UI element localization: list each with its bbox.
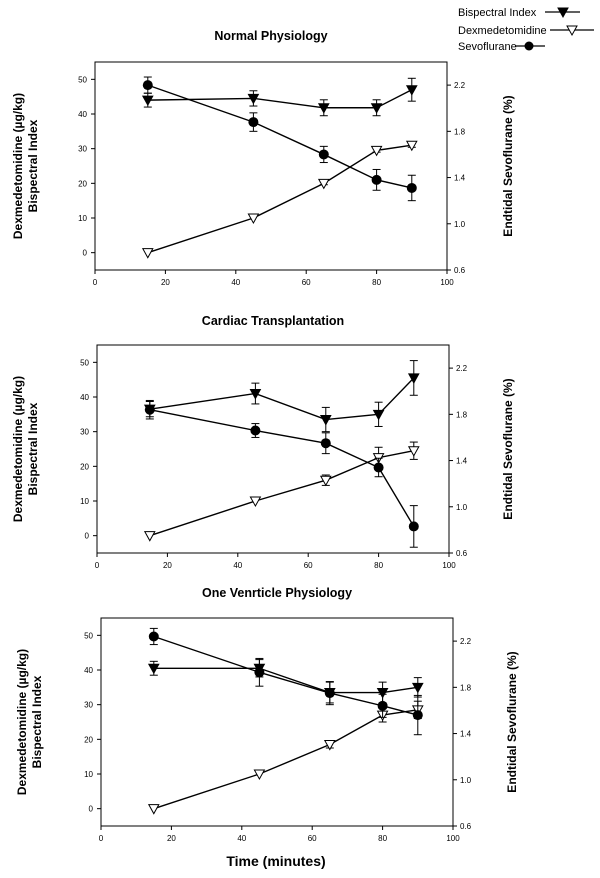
y-tick-label: 10 xyxy=(80,497,89,506)
y-tick-label: 50 xyxy=(78,75,87,85)
y-axis-label xyxy=(15,649,44,795)
x-tick-label: 40 xyxy=(231,278,241,287)
x-tick-label: 100 xyxy=(440,278,454,287)
x-tick-label: 60 xyxy=(303,561,313,570)
y-tick-label: 30 xyxy=(80,427,89,437)
x-tick-label: 0 xyxy=(98,834,104,843)
legend-label-bis: Bispectral Index xyxy=(458,7,537,19)
y2-axis-label: Endtidal Sevoflurane (%) xyxy=(501,378,515,520)
sevoflurane-point xyxy=(325,688,335,698)
y-axis-label-line: Bispectral Index xyxy=(30,675,44,769)
y-axis-label-line: Dexmedetomidine (µg/kg) xyxy=(11,375,25,523)
chart-title: Cardiac Transplantation xyxy=(201,314,345,328)
y2-tick-label: 1.0 xyxy=(460,775,472,785)
x-tick-label: 100 xyxy=(446,834,460,843)
bispectral-index-point xyxy=(321,416,331,425)
y-tick-label: 40 xyxy=(84,666,93,675)
y-axis-label-line: Bispectral Index xyxy=(26,119,40,213)
sevoflurane-line xyxy=(148,85,412,188)
y-axis-label-line: Dexmedetomidine (µg/kg) xyxy=(11,92,25,240)
plot-frame xyxy=(97,345,449,553)
chart-title: One Venrticle Physiology xyxy=(201,586,353,600)
y-tick-label: 50 xyxy=(80,358,89,368)
y2-axis-label: Endtidal Sevoflurane (%) xyxy=(505,651,519,793)
chart-title: Normal Physiology xyxy=(214,29,328,43)
x-tick-label: 40 xyxy=(237,834,247,843)
sevoflurane-point xyxy=(145,405,155,415)
sevoflurane-point xyxy=(378,701,388,711)
legend-label-sevo: Sevoflurane xyxy=(458,41,517,53)
sevoflurane-line xyxy=(154,636,418,715)
plot-frame xyxy=(101,618,453,826)
y-axis-label xyxy=(11,93,40,239)
y2-tick-label: 1.8 xyxy=(454,127,466,137)
y2-tick-label: 1.4 xyxy=(460,729,472,739)
y-tick-label: 0 xyxy=(88,804,93,814)
x-tick-label: 0 xyxy=(94,561,100,570)
bispectral-index-line xyxy=(150,378,414,420)
dexmedetomidine-point xyxy=(319,179,329,188)
y-axis-label-line: Dexmedetomidine (µg/kg) xyxy=(15,648,29,796)
chart-one-ventricle-physiology xyxy=(15,586,519,843)
y-tick-label: 40 xyxy=(78,110,87,119)
y-tick-label: 10 xyxy=(84,770,93,779)
x-tick-label: 80 xyxy=(372,278,382,287)
dexmedetomidine-line xyxy=(148,145,412,252)
y2-tick-label: 1.8 xyxy=(456,410,468,420)
legend-marker-sevo xyxy=(525,42,534,51)
y-tick-label: 20 xyxy=(84,735,93,745)
chart-normal-physiology xyxy=(11,29,515,287)
x-tick-label: 20 xyxy=(160,278,170,287)
sevoflurane-point xyxy=(143,80,153,90)
sevoflurane-point xyxy=(321,438,331,448)
x-tick-label: 60 xyxy=(301,278,311,287)
x-tick-label: 100 xyxy=(442,561,456,570)
y2-tick-label: 2.2 xyxy=(456,364,468,374)
dexmedetomidine-point xyxy=(372,146,382,155)
y2-tick-label: 1.8 xyxy=(460,683,472,693)
sevoflurane-point xyxy=(409,521,419,531)
dexmedetomidine-point xyxy=(145,532,155,541)
x-tick-label: 40 xyxy=(233,561,243,570)
y2-tick-label: 0.6 xyxy=(456,549,468,558)
y2-tick-label: 1.4 xyxy=(454,173,466,183)
x-tick-label: 80 xyxy=(374,561,384,570)
y-axis-label xyxy=(11,376,40,522)
sevoflurane-point xyxy=(149,631,159,641)
y2-tick-label: 2.2 xyxy=(454,81,466,91)
y2-tick-label: 1.0 xyxy=(454,219,466,229)
y-tick-label: 20 xyxy=(78,179,87,189)
x-tick-label: 20 xyxy=(162,561,172,570)
bispectral-index-point xyxy=(407,86,417,95)
sevoflurane-point xyxy=(254,667,264,677)
x-tick-label: 0 xyxy=(92,278,98,287)
y-tick-label: 10 xyxy=(78,214,87,223)
y-tick-label: 30 xyxy=(78,144,87,154)
dexmedetomidine-line xyxy=(154,710,418,809)
dexmedetomidine-point xyxy=(143,249,153,258)
y2-axis-label: Endtidal Sevoflurane (%) xyxy=(501,95,515,237)
y-tick-label: 20 xyxy=(80,462,89,472)
chart-cardiac-transplantation xyxy=(11,314,515,570)
sevoflurane-point xyxy=(319,149,329,159)
y2-tick-label: 0.6 xyxy=(454,266,466,275)
legend-label-dex: Dexmedetomidine xyxy=(458,25,547,37)
dexmedetomidine-point xyxy=(149,805,159,814)
y2-tick-label: 1.0 xyxy=(456,502,468,512)
y2-tick-label: 2.2 xyxy=(460,637,472,647)
sevoflurane-point xyxy=(372,175,382,185)
x-tick-label: 60 xyxy=(307,834,317,843)
y2-tick-label: 1.4 xyxy=(456,456,468,466)
sevoflurane-point xyxy=(413,710,423,720)
sevoflurane-point xyxy=(374,462,384,472)
x-tick-label: 80 xyxy=(378,834,388,843)
y-tick-label: 0 xyxy=(82,248,87,258)
y-tick-label: 30 xyxy=(84,700,93,710)
y-tick-label: 40 xyxy=(80,393,89,402)
x-axis-label: Time (minutes) xyxy=(226,853,326,869)
sevoflurane-point xyxy=(250,426,260,436)
sevoflurane-point xyxy=(248,117,258,127)
x-tick-label: 20 xyxy=(166,834,176,843)
dexmedetomidine-line xyxy=(150,451,414,536)
y-axis-label-line: Bispectral Index xyxy=(26,402,40,496)
legend xyxy=(458,7,594,53)
y-tick-label: 0 xyxy=(84,531,89,541)
y2-tick-label: 0.6 xyxy=(460,822,472,831)
y-tick-label: 50 xyxy=(84,631,93,641)
sevoflurane-point xyxy=(407,183,417,193)
